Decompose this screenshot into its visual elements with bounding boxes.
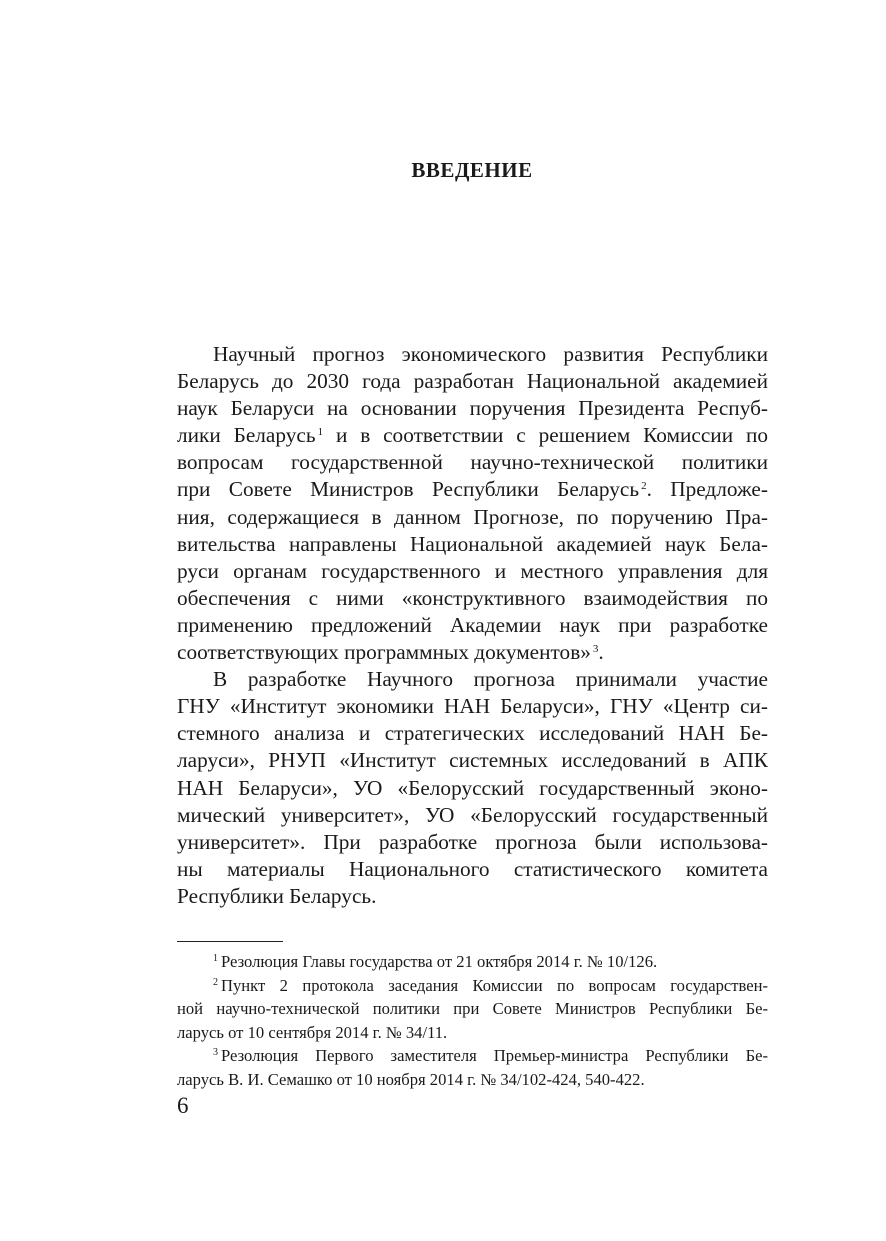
text-line: ларуси», РНУП «Институт системных исследований в АПК [177,748,768,773]
page-number: 6 [177,1093,189,1118]
footnote-1 [177,950,768,974]
footnote-2 [177,974,768,998]
footnote-text: Пункт 2 протокола заседания Комиссии по вопросам государствен- [221,975,768,995]
text-line: Республики Беларусь. [177,883,377,908]
footnote-ref-2: 2 [641,480,647,493]
text-line: наук Беларуси на основании поручения Президента Респуб- [177,396,768,421]
text-line: мический университет», УО «Белорусский государственный [177,802,768,827]
footnote-text: Резолюция Первого заместителя Премьер-министра Республики Бе- [221,1046,768,1066]
footnote-number: 2 [213,976,218,988]
text-line: Беларусь до 2030 года разработан Национальной академией [177,369,768,394]
text-line: ГНУ «Институт экономики НАН Беларуси», ГНУ «Центр си- [177,694,768,719]
footnote-3 [177,1044,768,1068]
footnote-number: 3 [213,1047,218,1059]
text-line [177,422,768,449]
text-line: НАН Беларуси», УО «Белорусский государственный эконо- [177,775,768,800]
text-line: руси органам государственного и местного управления для [177,558,768,583]
footnote-divider [177,941,283,942]
text-segment: . [598,640,604,665]
footnotes [177,950,768,1092]
text-line [177,476,768,503]
footnote-line: ларусь В. И. Семашко от 10 ноября 2014 г. № 34/102-424, 540-422. [177,1069,645,1089]
text-segment: . Предложе- [646,477,768,502]
text-line: вопросам государственной научно-технической политики [177,450,768,475]
text-line: университет». При разработке прогноза были использова- [177,829,768,854]
text-line: обеспечения с ними «конструктивного взаимодействия по [177,585,768,610]
text-line: ния, содержащиеся в данном Прогнозе, по поручению Пра- [177,504,768,529]
footnote-text: Резолюция Главы государства от 21 октября 2014 г. № 10/126. [221,952,658,971]
text-line [177,639,768,666]
footnote-ref-1: 1 [317,426,324,439]
text-line: стемного анализа и стратегических исследований НАН Бе- [177,721,768,746]
footnote-line: ларусь от 10 сентября 2014 г. № 34/11. [177,1022,448,1042]
footnote-number: 1 [213,953,218,964]
footnote-ref-3: 3 [592,643,599,656]
text-line: ны материалы Национального статистического комитета [177,856,768,881]
text-line: В разработке Научного прогноза принимали участие [213,667,768,692]
text-segment: при Совете Министров Республики Беларусь [177,477,640,502]
text-segment: лики Беларусь [177,423,316,448]
footnote-line: ной научно-технической политики при Совете Министров Республики Бе- [177,999,768,1019]
text-segment: соответствующих программных документов» [177,640,591,665]
body-text [177,341,768,910]
text-line: вительства направлены Национальной академией наук Бела- [177,531,768,556]
text-segment: и в соответствии с решением Комиссии по [335,423,768,448]
text-line: Научный прогноз экономического развития Республики [213,342,768,366]
page-title: ВВЕДЕНИЕ [411,158,533,182]
text-line: применению предложений Академии наук при разработке [177,612,768,637]
